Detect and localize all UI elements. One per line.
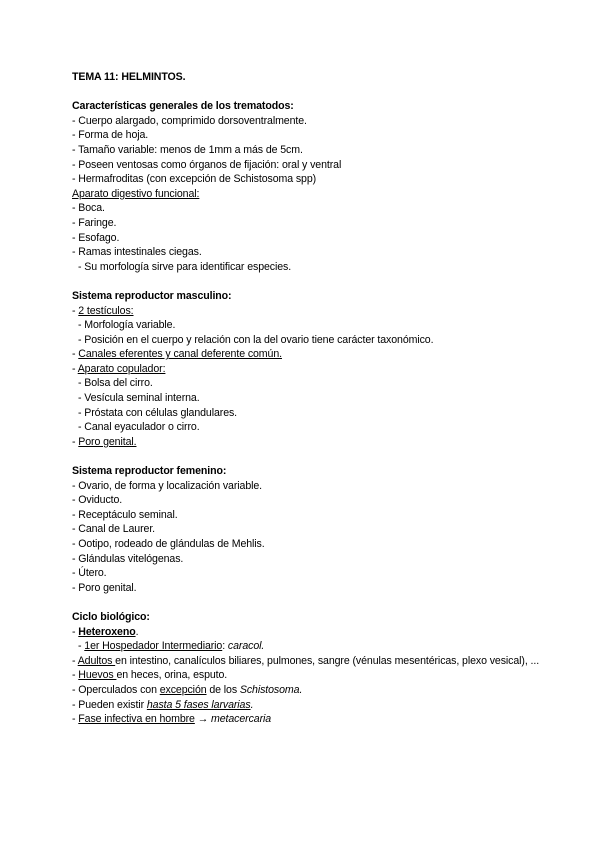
metacercaria-value: metacercaria [211,713,272,726]
hospedador-value: caracol. [227,640,265,653]
document-title: TEMA 11: HELMINTOS. [72,71,186,83]
punctuation: : [222,640,228,653]
list-item: - Esofago. [72,231,120,244]
bullet-dash: - [72,654,78,667]
list-item-canales [72,347,542,362]
bullet-dash: - [72,348,79,361]
bullet-dash: - [72,669,79,682]
list-item: - Boca. [72,202,105,215]
list-item: - Canal de Laurer. [72,523,156,536]
bullet-dash: - [72,435,79,448]
list-item-huevos [72,668,542,683]
fases-label: hasta 5 fases larvarias [146,698,251,711]
punctuation: . [299,683,303,696]
bullet-dash: - [72,362,78,375]
list-item-operculados [72,683,542,698]
list-item: - Forma de hoja. [72,129,149,142]
list-subitem-hospedador [72,639,542,654]
list-item-poro [72,435,542,450]
list-subitem: - Próstata con células glandulares. [78,406,238,419]
spacer [72,85,542,100]
spacer [72,449,542,464]
list-subitem: - Su morfología sirve para identificar especies. [78,260,292,273]
list-subitem: - Bolsa del cirro. [78,377,153,390]
spacer [72,274,542,289]
list-item: - Oviducto. [72,494,123,507]
poro-label: Poro genital. [78,435,137,448]
list-item: - Poseen ventosas como órganos de fijación: oral y ventral [72,158,342,171]
list-subitem: - Posición en el cuerpo y relación con la del ovario tiene carácter taxonómico. [78,333,434,346]
list-subitem: - Canal eyaculador o cirro. [78,421,200,434]
list-item-testiculos [72,304,542,319]
list-item-adultos [72,654,542,669]
excepcion-label: excepción [159,683,207,696]
fase-infectiva-label: Fase infectiva en hombre [78,713,195,726]
list-item-heteroxeno [72,625,542,640]
document-body [72,70,542,727]
spacer [72,595,542,610]
list-item: - Glándulas vitelógenas. [72,552,184,565]
list-item-fase-infectiva [72,712,542,727]
copulador-label: Aparato copulador: [77,362,166,375]
bullet-dash: - [72,304,79,317]
section-heading-femenino: Sistema reproductor femenino: [72,465,227,478]
operculados-text: - Operculados con [72,683,160,696]
operculados-text: de los [206,683,240,696]
punctuation: . [250,698,254,711]
bullet-dash: - [72,713,79,726]
list-item: - Poro genital. [72,581,137,594]
list-item: - Receptáculo seminal. [72,508,178,521]
section-heading-ciclo: Ciclo biológico: [72,610,150,623]
arrow-icon: → [194,713,212,726]
hospedador-label: 1er Hospedador Intermediario [84,640,223,653]
schistosoma-name: Schistosoma [239,683,300,696]
bullet-dash: - [78,640,85,653]
list-item: - Ootipo, rodeado de glándulas de Mehlis. [72,538,265,550]
list-item: - Útero. [72,567,107,580]
bullet-dash: - [72,625,79,638]
subheading-aparato-digestivo: Aparato digestivo funcional: [72,187,200,200]
list-item-fases [72,698,542,713]
list-item: - Tamaño variable: menos de 1mm a más de 5cm. [72,143,303,156]
list-item: - Ovario, de forma y localización variable. [72,479,262,492]
heteroxeno-label: Heteroxeno [78,625,136,638]
testiculos-label: 2 testículos: [78,304,134,317]
list-item-copulador [72,362,542,377]
list-subitem: - Vesícula seminal interna. [78,392,200,405]
list-item: - Faringe. [72,216,117,229]
adultos-text: en intestino, canalículos biliares, pulmones, sangre (vénulas mesentéricas, plexo vesical), ... [115,654,540,667]
list-subitem: - Morfología variable. [78,319,176,332]
huevos-text: en heces, orina, esputo. [116,669,228,682]
section-heading-masculino: Sistema reproductor masculino: [72,289,232,302]
list-item: - Hermafroditas (con excepción de Schistosoma spp) [72,173,317,186]
adultos-label: Adultos [77,654,116,667]
fases-text: - Pueden existir [72,698,147,711]
punctuation: . [135,625,139,638]
huevos-label: Huevos [78,669,117,682]
list-item: - Ramas intestinales ciegas. [72,246,202,259]
list-item: - Cuerpo alargado, comprimido dorsoventralmente. [72,114,307,127]
canales-label: Canales eferentes y canal deferente común. [78,348,282,361]
section-heading-caracteristicas: Características generales de los trematodos: [72,100,294,113]
